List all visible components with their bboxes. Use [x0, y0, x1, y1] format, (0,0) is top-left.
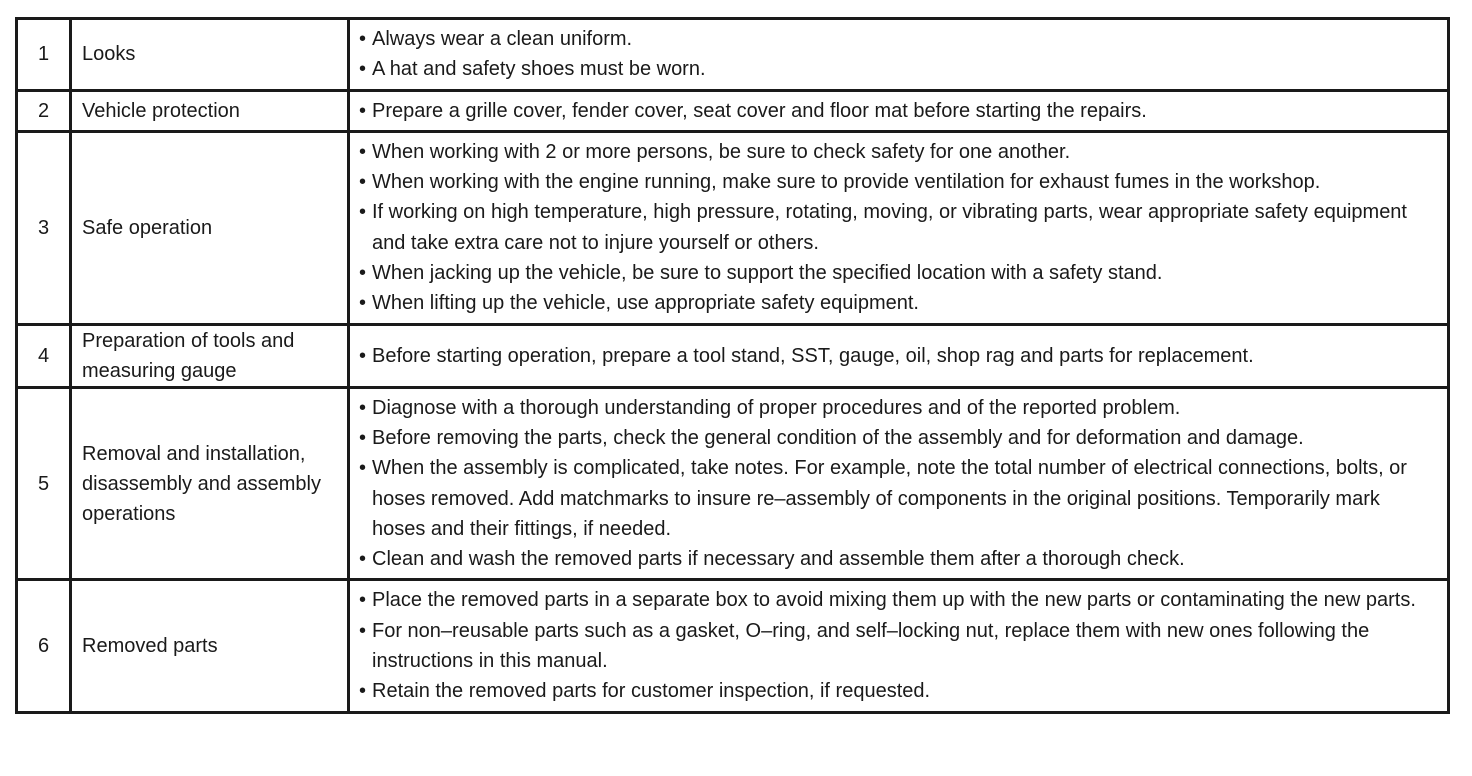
- row-topic: Preparation of tools and measuring gauge: [71, 324, 349, 387]
- list-item: • When working with 2 or more persons, be sure to check safety for one another.: [359, 137, 1437, 167]
- list-item: • When working with the engine running, make sure to provide ventilation for exhaust fumes in the workshop.: [359, 167, 1437, 197]
- row-topic: Looks: [71, 19, 349, 91]
- table-row: [17, 387, 1449, 580]
- row-number: 6: [17, 580, 71, 712]
- row-number: 3: [17, 131, 71, 324]
- row-number: 5: [17, 387, 71, 580]
- precautions-table-sheet: [15, 17, 1447, 714]
- list-item: • If working on high temperature, high pressure, rotating, moving, or vibrating parts, wear appropriate safety equipment and take extra care not to injure yourself or others.: [359, 197, 1437, 258]
- row-number: 4: [17, 324, 71, 387]
- row-instructions: [349, 324, 1449, 387]
- row-number: 1: [17, 19, 71, 91]
- row-instructions: [349, 19, 1449, 91]
- table-row: [17, 131, 1449, 324]
- list-item: • Diagnose with a thorough understanding of proper procedures and of the reported problem.: [359, 393, 1437, 423]
- list-item: • When jacking up the vehicle, be sure to support the specified location with a safety stand.: [359, 258, 1437, 288]
- table-row: [17, 324, 1449, 387]
- row-instructions: [349, 90, 1449, 131]
- row-number: 2: [17, 90, 71, 131]
- table-row: [17, 90, 1449, 131]
- list-item: • Retain the removed parts for customer inspection, if requested.: [359, 676, 1437, 706]
- list-item: • When the assembly is complicated, take notes. For example, note the total number of electrical connections, bolts, or hoses removed. Add matchmarks to insure re–assembly of components in the original positions. Temporarily mark hoses and their fittings, if needed.: [359, 453, 1437, 544]
- list-item: • Prepare a grille cover, fender cover, seat cover and floor mat before starting the repairs.: [359, 96, 1437, 126]
- list-item: • For non–reusable parts such as a gasket, O–ring, and self–locking nut, replace them with new ones following the instructions in this manual.: [359, 616, 1437, 677]
- list-item: • A hat and safety shoes must be worn.: [359, 54, 1437, 84]
- table-row: [17, 580, 1449, 712]
- row-topic: Safe operation: [71, 131, 349, 324]
- row-topic: Vehicle protection: [71, 90, 349, 131]
- row-topic: Removed parts: [71, 580, 349, 712]
- row-instructions: [349, 131, 1449, 324]
- precautions-table: [15, 17, 1450, 714]
- list-item: • Always wear a clean uniform.: [359, 24, 1437, 54]
- list-item: • When lifting up the vehicle, use appropriate safety equipment.: [359, 288, 1437, 318]
- list-item: • Clean and wash the removed parts if necessary and assemble them after a thorough check.: [359, 544, 1437, 574]
- row-instructions: [349, 387, 1449, 580]
- table-row: [17, 19, 1449, 91]
- row-topic: Removal and installation, disassembly and assembly operations: [71, 387, 349, 580]
- list-item: • Before starting operation, prepare a tool stand, SST, gauge, oil, shop rag and parts for replacement.: [359, 341, 1437, 371]
- row-instructions: [349, 580, 1449, 712]
- list-item: • Before removing the parts, check the general condition of the assembly and for deformation and damage.: [359, 423, 1437, 453]
- list-item: • Place the removed parts in a separate box to avoid mixing them up with the new parts or contaminating the new parts.: [359, 585, 1437, 615]
